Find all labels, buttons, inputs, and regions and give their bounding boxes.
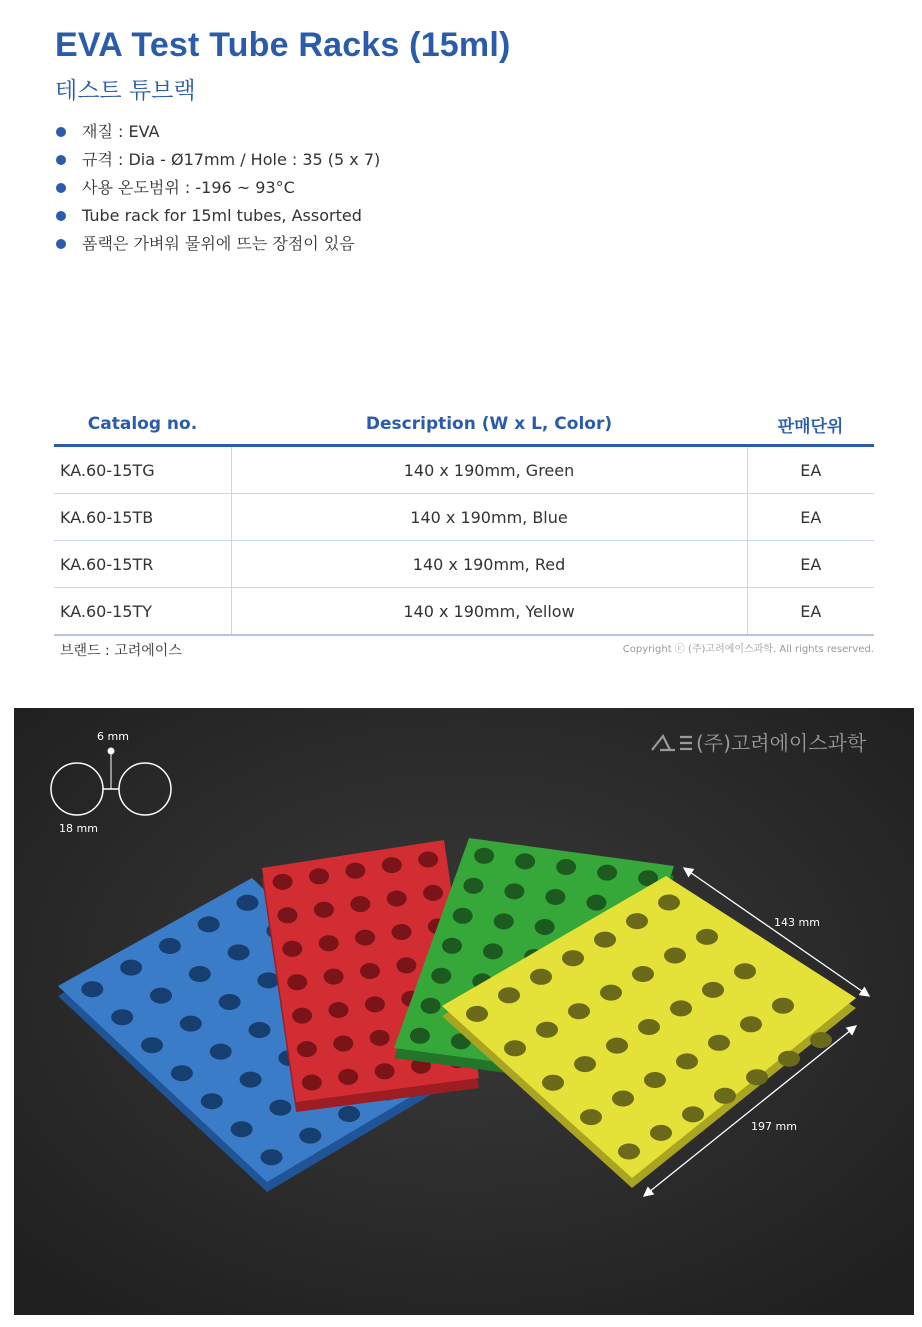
header-description: Description (W x L, Color) bbox=[231, 404, 747, 446]
rack-hole bbox=[682, 1106, 704, 1122]
rack-hole bbox=[345, 863, 365, 879]
rack-hole bbox=[201, 1093, 223, 1109]
rack-hole bbox=[708, 1035, 730, 1051]
copyright-notice: Copyright ⓒ (주)고려에이스과학. All rights reserved. bbox=[622, 644, 874, 655]
rack-hole bbox=[189, 966, 211, 982]
rack-hole bbox=[297, 1041, 317, 1057]
rack-hole bbox=[350, 896, 370, 912]
cell-description: 140 x 190mm, Red bbox=[231, 541, 747, 588]
table-header-row bbox=[54, 404, 874, 446]
rack-hole bbox=[568, 1003, 590, 1019]
rack-hole bbox=[141, 1037, 163, 1053]
spec-item-usage bbox=[55, 202, 380, 230]
rack-hole bbox=[597, 865, 617, 881]
rack-hole bbox=[421, 998, 441, 1014]
rack-hole bbox=[355, 930, 375, 946]
rack-hole bbox=[734, 963, 756, 979]
rack-hole bbox=[423, 885, 443, 901]
rack-hole bbox=[370, 1030, 390, 1046]
rack-hole bbox=[515, 853, 535, 869]
gap-dimension-label: 6 mm bbox=[97, 730, 129, 743]
rack-hole bbox=[392, 924, 412, 940]
rack-hole bbox=[702, 982, 724, 998]
rack-hole bbox=[219, 994, 241, 1010]
rack-hole bbox=[504, 1040, 526, 1056]
rack-hole bbox=[240, 1072, 262, 1088]
spec-text: 재질 : EVA bbox=[82, 122, 160, 141]
spec-list bbox=[55, 118, 380, 258]
rack-hole bbox=[810, 1032, 832, 1048]
rack-hole bbox=[338, 1106, 360, 1122]
page-subtitle: 테스트 튜브랙 bbox=[55, 78, 196, 104]
header-unit: 판매단위 bbox=[747, 404, 874, 446]
rack-hole bbox=[483, 943, 503, 959]
page-title: EVA Test Tube Racks (15ml) bbox=[55, 26, 511, 64]
rack-hole bbox=[658, 895, 680, 911]
spec-text: 폼랙은 가벼워 물위에 뜨는 장점이 있음 bbox=[82, 234, 355, 253]
rack-hole bbox=[302, 1075, 322, 1091]
rack-hole bbox=[382, 857, 402, 873]
rack-hole bbox=[574, 1056, 596, 1072]
rack-hole bbox=[442, 938, 462, 954]
rack-hole bbox=[249, 1022, 271, 1038]
spec-item-material bbox=[55, 118, 380, 146]
rack-hole bbox=[772, 998, 794, 1014]
cell-description: 140 x 190mm, Green bbox=[231, 446, 747, 494]
rack-hole bbox=[586, 895, 606, 911]
rack-hole bbox=[556, 859, 576, 875]
rack-hole bbox=[111, 1009, 133, 1025]
rack-hole bbox=[180, 1016, 202, 1032]
table-row bbox=[54, 494, 874, 541]
header-catalog-no: Catalog no. bbox=[54, 404, 231, 446]
rack-hole bbox=[530, 969, 552, 985]
rack-hole bbox=[418, 852, 438, 868]
rack-hole bbox=[150, 988, 172, 1004]
rack-hole bbox=[396, 957, 416, 973]
rack-hole bbox=[198, 916, 220, 932]
rack-hole bbox=[282, 941, 302, 957]
rack-hole bbox=[542, 1075, 564, 1091]
rack-hole bbox=[287, 974, 307, 990]
rack-hole bbox=[333, 1036, 353, 1052]
rack-hole bbox=[261, 1149, 283, 1165]
spec-text: 사용 온도범위 : -196 ~ 93°C bbox=[82, 178, 295, 197]
cell-description: 140 x 190mm, Blue bbox=[231, 494, 747, 541]
rack-hole bbox=[159, 938, 181, 954]
rack-hole bbox=[466, 1006, 488, 1022]
rack-hole bbox=[545, 889, 565, 905]
rack-hole bbox=[498, 987, 520, 1003]
bullet-icon bbox=[56, 127, 66, 137]
rack-hole bbox=[228, 944, 250, 960]
watermark-text: (주)고려에이스과학 bbox=[696, 731, 867, 755]
catalog-table bbox=[54, 404, 874, 636]
rack-hole bbox=[650, 1125, 672, 1141]
rack-hole bbox=[292, 1008, 312, 1024]
rack-hole bbox=[314, 902, 334, 918]
cell-catalog-no: KA.60-15TR bbox=[54, 541, 231, 588]
rack-hole bbox=[600, 985, 622, 1001]
rack-hole bbox=[626, 913, 648, 929]
rack-hole bbox=[324, 969, 344, 985]
cell-catalog-no: KA.60-15TY bbox=[54, 588, 231, 636]
cell-unit: EA bbox=[747, 446, 874, 494]
cell-unit: EA bbox=[747, 541, 874, 588]
rack-hole bbox=[360, 963, 380, 979]
spec-item-feature bbox=[55, 230, 380, 258]
rack-hole bbox=[494, 913, 514, 929]
rack-hole bbox=[309, 868, 329, 884]
rack-hole bbox=[431, 968, 451, 984]
rack-hole bbox=[463, 878, 483, 894]
rack-hole bbox=[319, 935, 339, 951]
rack-hole bbox=[740, 1016, 762, 1032]
cell-unit: EA bbox=[747, 494, 874, 541]
rack-hole bbox=[638, 1019, 660, 1035]
rack-hole bbox=[612, 1091, 634, 1107]
rack-hole bbox=[273, 874, 293, 890]
width-dimension-label: 143 mm bbox=[774, 916, 820, 929]
rack-hole bbox=[210, 1044, 232, 1060]
spec-text: 규격 : Dia - Ø17mm / Hole : 35 (5 x 7) bbox=[82, 150, 381, 169]
rack-hole bbox=[746, 1069, 768, 1085]
rack-hole bbox=[632, 966, 654, 982]
rack-hole bbox=[696, 929, 718, 945]
bullet-icon bbox=[56, 183, 66, 193]
rack-hole bbox=[231, 1121, 253, 1137]
product-photo bbox=[14, 708, 914, 1315]
rack-hole bbox=[644, 1072, 666, 1088]
table-row bbox=[54, 588, 874, 636]
rack-hole bbox=[237, 895, 259, 911]
rack-hole bbox=[410, 1028, 430, 1044]
rack-hole bbox=[329, 1002, 349, 1018]
length-dimension-label: 197 mm bbox=[751, 1120, 797, 1133]
hole-dimension-label: 18 mm bbox=[59, 822, 98, 835]
rack-hole bbox=[536, 1022, 558, 1038]
rack-hole bbox=[618, 1144, 640, 1160]
rack-hole bbox=[120, 960, 142, 976]
rack-hole bbox=[453, 908, 473, 924]
rack-hole bbox=[714, 1088, 736, 1104]
rack-hole bbox=[278, 907, 298, 923]
rack-hole bbox=[670, 1000, 692, 1016]
rack-hole bbox=[535, 919, 555, 935]
table-row bbox=[54, 541, 874, 588]
spec-text: Tube rack for 15ml tubes, Assorted bbox=[82, 206, 362, 225]
gap-pointer-dot bbox=[108, 748, 115, 755]
rack-hole bbox=[171, 1065, 193, 1081]
bullet-icon bbox=[56, 211, 66, 221]
rack-hole bbox=[504, 883, 524, 899]
brand-label: 브랜드 : 고려에이스 bbox=[60, 643, 182, 659]
rack-hole bbox=[562, 950, 584, 966]
rack-hole bbox=[474, 848, 494, 864]
rack-hole bbox=[81, 981, 103, 997]
rack-hole bbox=[375, 1063, 395, 1079]
table-row bbox=[54, 446, 874, 494]
rack-hole bbox=[676, 1053, 698, 1069]
cell-catalog-no: KA.60-15TG bbox=[54, 446, 231, 494]
bullet-icon bbox=[56, 155, 66, 165]
rack-hole bbox=[269, 1100, 291, 1116]
rack-hole bbox=[580, 1109, 602, 1125]
rack-hole bbox=[299, 1128, 321, 1144]
spec-item-size bbox=[55, 146, 380, 174]
spec-item-temperature bbox=[55, 174, 380, 202]
cell-catalog-no: KA.60-15TB bbox=[54, 494, 231, 541]
cell-description: 140 x 190mm, Yellow bbox=[231, 588, 747, 636]
rack-hole bbox=[338, 1069, 358, 1085]
rack-hole bbox=[594, 932, 616, 948]
rack-hole bbox=[387, 891, 407, 907]
rack-hole bbox=[365, 996, 385, 1012]
bullet-icon bbox=[56, 239, 66, 249]
rack-hole bbox=[664, 948, 686, 964]
rack-hole bbox=[606, 1038, 628, 1054]
cell-unit: EA bbox=[747, 588, 874, 636]
rack-hole bbox=[778, 1051, 800, 1067]
